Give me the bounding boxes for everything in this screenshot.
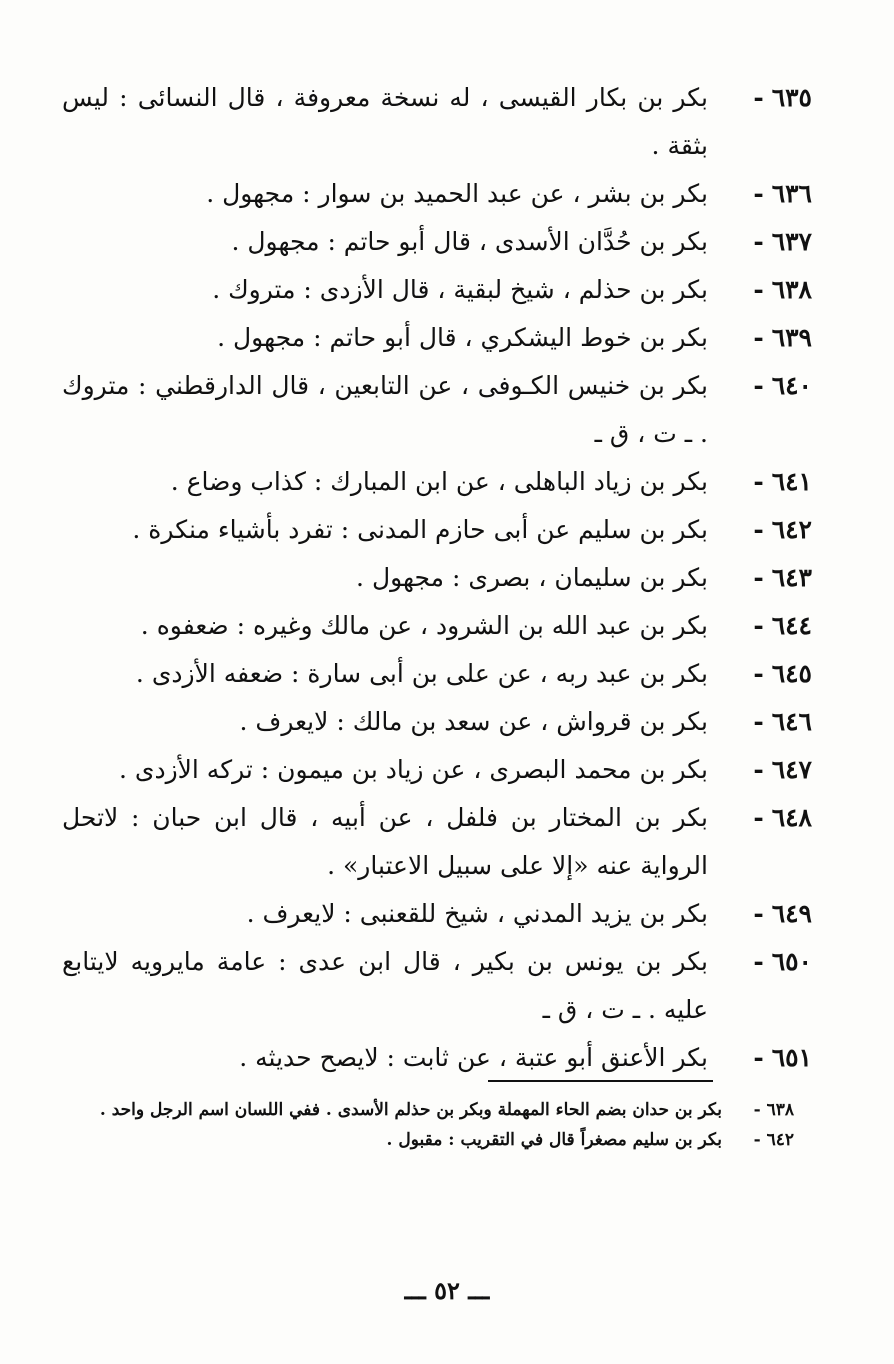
entry	[62, 746, 812, 794]
entry-number: ٦٤٤-	[753, 611, 812, 640]
entry	[62, 554, 812, 602]
entry-number: ٦٤٧-	[753, 755, 812, 784]
entry-number: ٦٤٩-	[753, 899, 812, 928]
entry-text: بكر بن خنيس الكـوفى ، عن التابعين ، قال الدارقطني : متروك . ـ ت ، ق ـ	[62, 371, 708, 448]
entry-number: ٦٣٧-	[753, 227, 812, 256]
entry	[62, 266, 812, 314]
entry-number: ٦٤٣-	[753, 563, 812, 592]
entry	[62, 794, 812, 890]
entry-number: ٦٤٥-	[753, 659, 812, 688]
entry	[62, 938, 812, 1034]
footnote-text: بكر بن سليم مصغراً قال في التقريب : مقبول .	[386, 1130, 722, 1150]
entry	[62, 314, 812, 362]
entry-text: بكر بن بكار القيسى ، له نسخة معروفة ، قال النسائى : ليس بثقة .	[62, 83, 708, 160]
footnote-number: ٦٤٢ -	[753, 1130, 794, 1150]
entry-number: ٦٥٠-	[753, 947, 812, 976]
entries-list	[62, 74, 812, 1082]
entry	[62, 650, 812, 698]
entry-text: بكر بن سليمان ، بصرى : مجهول .	[356, 563, 708, 592]
entry	[62, 362, 812, 458]
entry-number: ٦٤٨-	[753, 803, 812, 832]
entry-number: ٦٤١-	[753, 467, 812, 496]
entry-text: بكر بن حُدَّان الأسدى ، قال أبو حاتم : مجهول .	[231, 227, 708, 256]
entry-text: بكر بن عبد الله بن الشرود ، عن مالك وغيره : ضعفوه .	[140, 611, 708, 640]
entry-text: بكر بن يونس بن بكير ، قال ابن عدى : عامة مايرويه لايتابع عليه . ـ ت ، ق ـ	[62, 947, 708, 1024]
entry-number: ٦٤٦-	[753, 707, 812, 736]
entry-text: بكر بن حذلم ، شيخ لبقية ، قال الأزدى : متروك .	[212, 275, 708, 304]
entry-text: بكر بن زياد الباهلى ، عن ابن المبارك : كذاب وضاع .	[170, 467, 708, 496]
entry-text: بكر بن محمد البصرى ، عن زياد بن ميمون : تركه الأزدى .	[118, 755, 708, 784]
footnote	[72, 1095, 794, 1125]
entry-number: ٦٤٠-	[753, 371, 812, 400]
entry	[62, 1034, 812, 1082]
entry-number: ٦٥١-	[753, 1043, 812, 1072]
entry	[62, 74, 812, 170]
footnote-divider	[488, 1080, 713, 1082]
entry	[62, 506, 812, 554]
entry	[62, 890, 812, 938]
entry	[62, 218, 812, 266]
entry-text: بكر بن بشر ، عن عبد الحميد بن سوار : مجهول .	[206, 179, 708, 208]
entry-number: ٦٣٥-	[753, 83, 812, 112]
entry	[62, 170, 812, 218]
entry-text: بكر بن سليم عن أبى حازم المدنى : تفرد بأشياء منكرة .	[132, 515, 708, 544]
entry-text: بكر بن خوط اليشكري ، قال أبو حاتم : مجهول .	[217, 323, 708, 352]
entry-number: ٦٣٦-	[753, 179, 812, 208]
entry-text: بكر بن يزيد المدني ، شيخ للقعنبى : لايعرف .	[246, 899, 708, 928]
entry-text: بكر بن عبد ربه ، عن على بن أبى سارة : ضعفه الأزدى .	[135, 659, 708, 688]
footnotes	[72, 1095, 794, 1155]
entry-number: ٦٣٩-	[753, 323, 812, 352]
entry-number: ٦٤٢-	[753, 515, 812, 544]
entry	[62, 698, 812, 746]
entry-text: بكر الأعنق أبو عتبة ، عن ثابت : لايصح حديثه .	[239, 1043, 708, 1072]
page-number: ـــ ٥٢ ـــ	[404, 1276, 490, 1305]
footnote-number: ٦٣٨ -	[753, 1100, 794, 1120]
footnote-text: بكر بن حدان بضم الحاء المهملة وبكر بن حذلم الأسدى . ففي اللسان اسم الرجل واحد .	[99, 1100, 722, 1120]
footnote	[72, 1125, 794, 1155]
entry	[62, 458, 812, 506]
entry	[62, 602, 812, 650]
entry-number: ٦٣٨-	[753, 275, 812, 304]
entry-text: بكر بن قرواش ، عن سعد بن مالك : لايعرف .	[239, 707, 708, 736]
entry-text: بكر بن المختار بن فلفل ، عن أبيه ، قال ابن حبان : لاتحل الرواية عنه «إلا على سبيل الاعتبار» .	[62, 803, 708, 880]
